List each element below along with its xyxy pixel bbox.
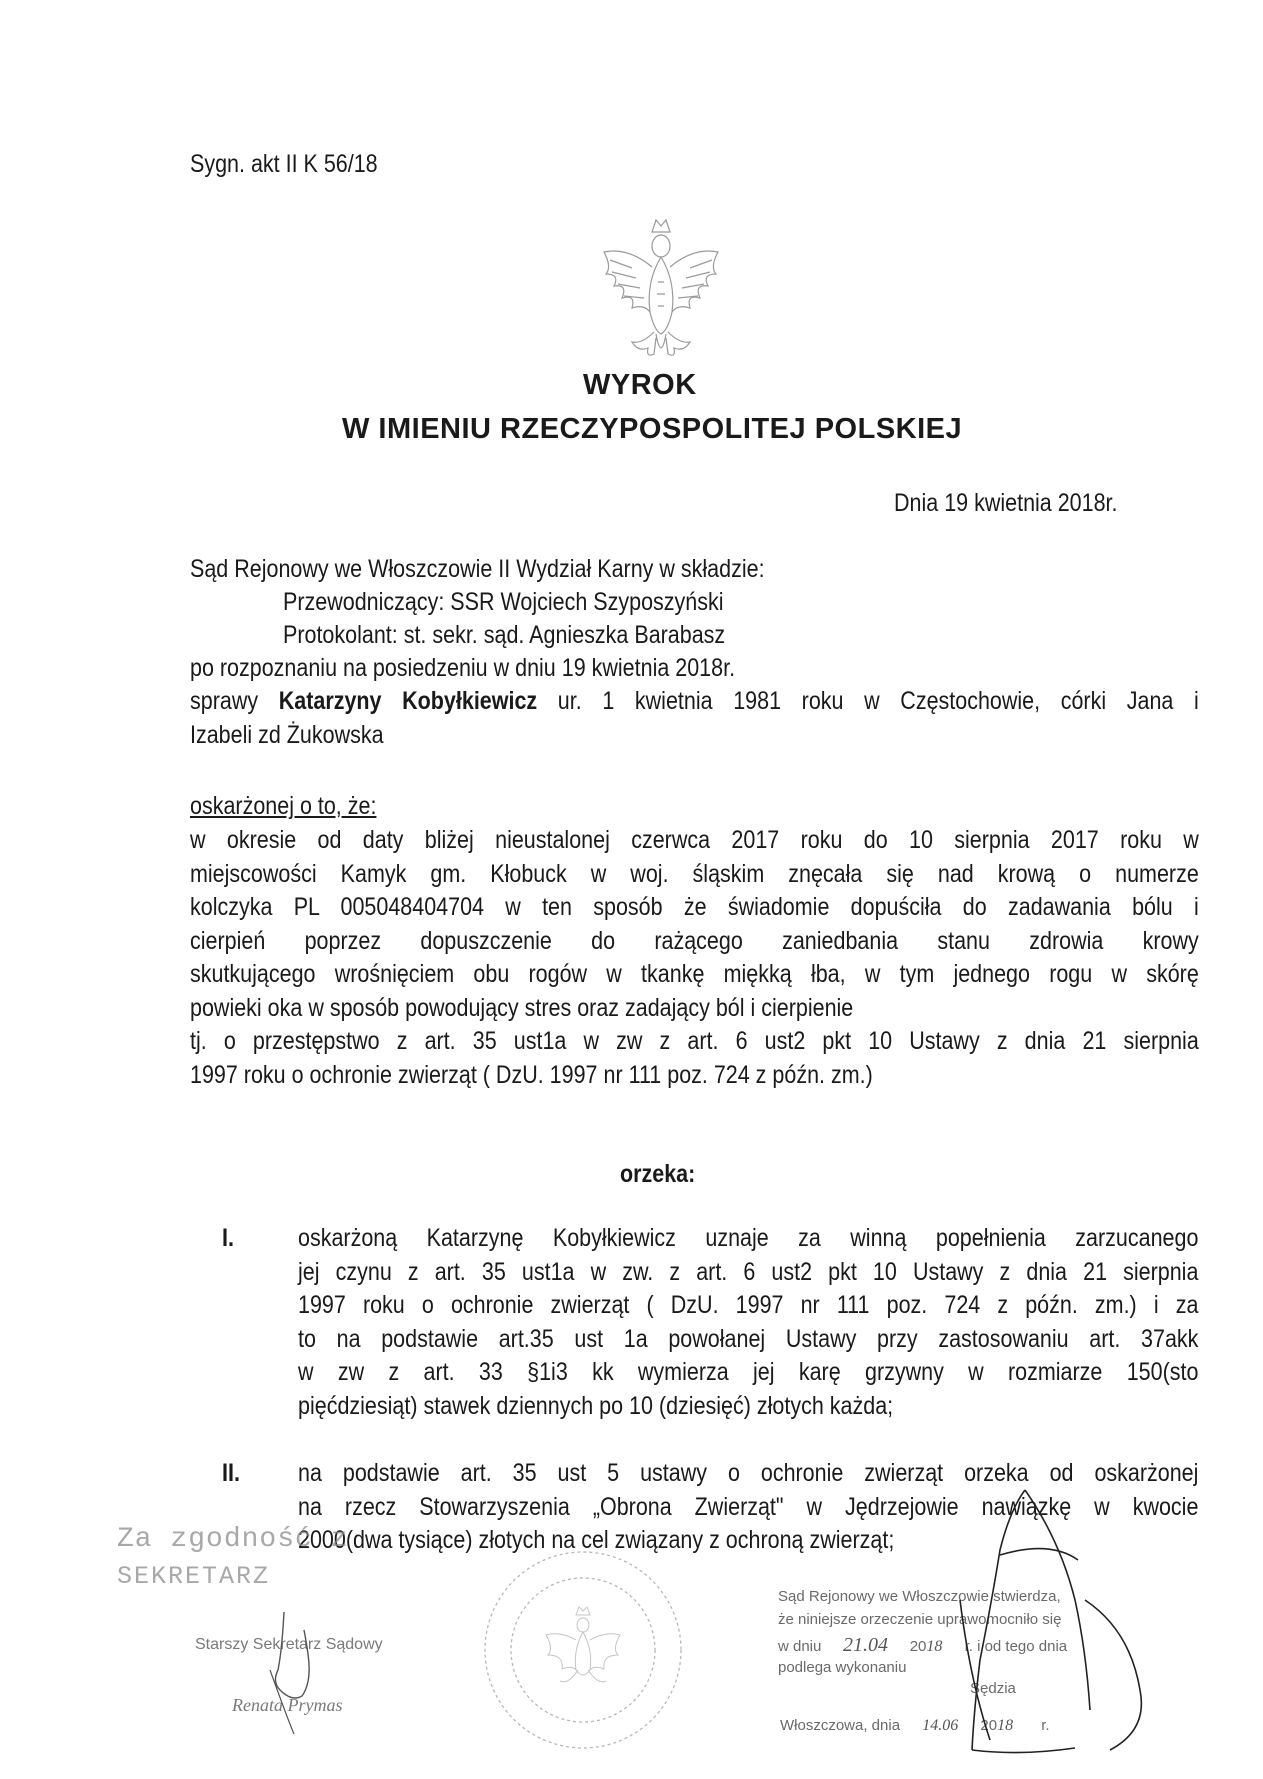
certification-stamp-line2: SEKRETARZ (117, 1562, 271, 1591)
judge-signature-icon (900, 1480, 1200, 1770)
point-line: na rzecz Stowarzyszenia „Obrona Zwierząt" w Jędrzejowie nawiązkę w kwocie (298, 1492, 1199, 1521)
court-round-seal-icon (478, 1545, 688, 1755)
defendant-name: Katarzyny Kobyłkiewicz (278, 687, 538, 715)
charge-line: tj. o przestępstwo z art. 35 ust1a w zw z art. 6 ust2 pkt 10 Ustawy z dnia 21 sierpnia (190, 1027, 1199, 1055)
point-line: na podstawie art. 35 ust 5 ustawy o ochronie zwierząt orzeka od oskarżonej (298, 1459, 1199, 1487)
charge-paragraph (190, 824, 1199, 1092)
certification-stamp-line4: Renata Prymas (232, 1695, 343, 1715)
finality-place-date-prefix: Włoszczowa, dnia (780, 1717, 901, 1734)
case-number: Sygn. akt II K 56/18 (190, 150, 378, 178)
defendant-prefix: sprawy (190, 687, 279, 715)
finality-place-year-prefix: 20 (980, 1717, 998, 1734)
presiding-judge: Przewodniczący: SSR Wojciech Szyposzyński (283, 588, 724, 616)
court-line-1: Sąd Rejonowy we Włoszczowie II Wydział Karny w składzie: (190, 555, 765, 583)
finality-year-handwritten: 18 (926, 1638, 943, 1655)
point-line: pięćdziesiąt) stawek dziennych po 10 (dziesięć) złotych każda; (298, 1391, 894, 1420)
finality-stamp-line2: że niniejsze orzeczenie uprawomocniło się (778, 1611, 1062, 1628)
finality-place-date-handwritten: 14.06 (922, 1717, 959, 1734)
finality-stamp-line1: Sąd Rejonowy we Włoszczowie stwierdza, (778, 1588, 1061, 1605)
finality-judge-label: Sędzia (970, 1680, 1016, 1697)
point-line: 2000(dwa tysiące) złotych na cel związany z ochroną zwierząt; (298, 1526, 895, 1554)
charge-heading: oskarżonej o to, że: (190, 792, 377, 820)
verdict-heading: orzeka: (620, 1160, 696, 1188)
point-line: w zw z art. 33 §1i3 kk wymierza jej karę grzywny w rozmiarze 150(sto (298, 1358, 1199, 1386)
point-line: jej czynu z art. 35 ust1a w zw. z art. 6 ust2 pkt 10 Ustawy z dnia 21 sierpnia (298, 1257, 1199, 1286)
point-numeral: I. (222, 1224, 234, 1252)
defendant-mother: Izabeli zd Żukowska (190, 720, 384, 749)
defendant-line (190, 685, 1199, 719)
point-numeral: II. (222, 1459, 240, 1487)
defendant-birth: ur. 1 kwietnia 1981 roku w Częstochowie, córki Jana i (537, 687, 1199, 715)
court-line-4: po rozpoznaniu na posiedzeniu w dniu 19 kwietnia 2018r. (190, 654, 736, 682)
point-line: to na podstawie art.35 ust 1a powołanej Ustawy przy zastosowaniu art. 37akk (298, 1324, 1199, 1353)
charge-line: skutkującego wrośnięciem obu rogów w tkankę miękką łba, w tym jednego rogu w skórę (190, 960, 1199, 988)
finality-place-year-handwritten: 18 (997, 1717, 1014, 1734)
certification-stamp-line1: Za zgodność z (117, 1524, 349, 1555)
charge-line: kolczyka PL 005048404704 w ten sposób że świadomie dopuściła do zadawania bólu i (190, 893, 1199, 921)
charge-line: miejscowości Kamyk gm. Kłobuck w woj. śląskim znęcała się nad krową o numerze (190, 859, 1199, 888)
point-1-text (298, 1222, 1198, 1423)
polish-eagle-emblem-icon (592, 212, 730, 382)
defendant-paragraph (190, 685, 1199, 752)
point-line: 1997 roku o ochronie zwierząt ( DzU. 1997 nr 111 poz. 724 z późn. zm.) i za (298, 1291, 1199, 1319)
charge-line: powieki oka w sposób powodujący stres oraz zadający ból i cierpienie (190, 993, 854, 1022)
charge-line: 1997 roku o ochronie zwierząt ( DzU. 1997 nr 111 poz. 724 z późn. zm.) (190, 1060, 873, 1089)
finality-place-date-suffix: r. (1041, 1717, 1050, 1734)
finality-date-prefix: w dniu (778, 1638, 822, 1655)
finality-date-handwritten: 21.04 (843, 1634, 889, 1656)
document-title: WYROK (583, 369, 697, 401)
certification-stamp-line3: Starszy Sekretarz Sądowy (195, 1636, 383, 1653)
finality-date-suffix: r. i od tego dnia (964, 1638, 1068, 1655)
finality-year-prefix: 20 (909, 1638, 927, 1655)
finality-stamp-line4: podlega wykonaniu (778, 1659, 907, 1676)
charge-line: w okresie od daty bliżej nieustalonej czerwca 2017 roku do 10 sierpnia 2017 roku w (190, 826, 1199, 854)
point-line: oskarżoną Katarzynę Kobyłkiewicz uznaje za winną popełnienia zarzucanego (298, 1224, 1199, 1252)
secretary-signature-icon (258, 1610, 328, 1740)
judgment-date: Dnia 19 kwietnia 2018r. (894, 489, 1118, 517)
document-subtitle: W IMIENIU RZECZYPOSPOLITEJ POLSKIEJ (342, 413, 963, 445)
charge-line: cierpień poprzez dopuszczenie do rażącego zaniedbania stanu zdrowia krowy (190, 926, 1199, 955)
court-clerk: Protokolant: st. sekr. sąd. Agnieszka Barabasz (283, 621, 726, 649)
